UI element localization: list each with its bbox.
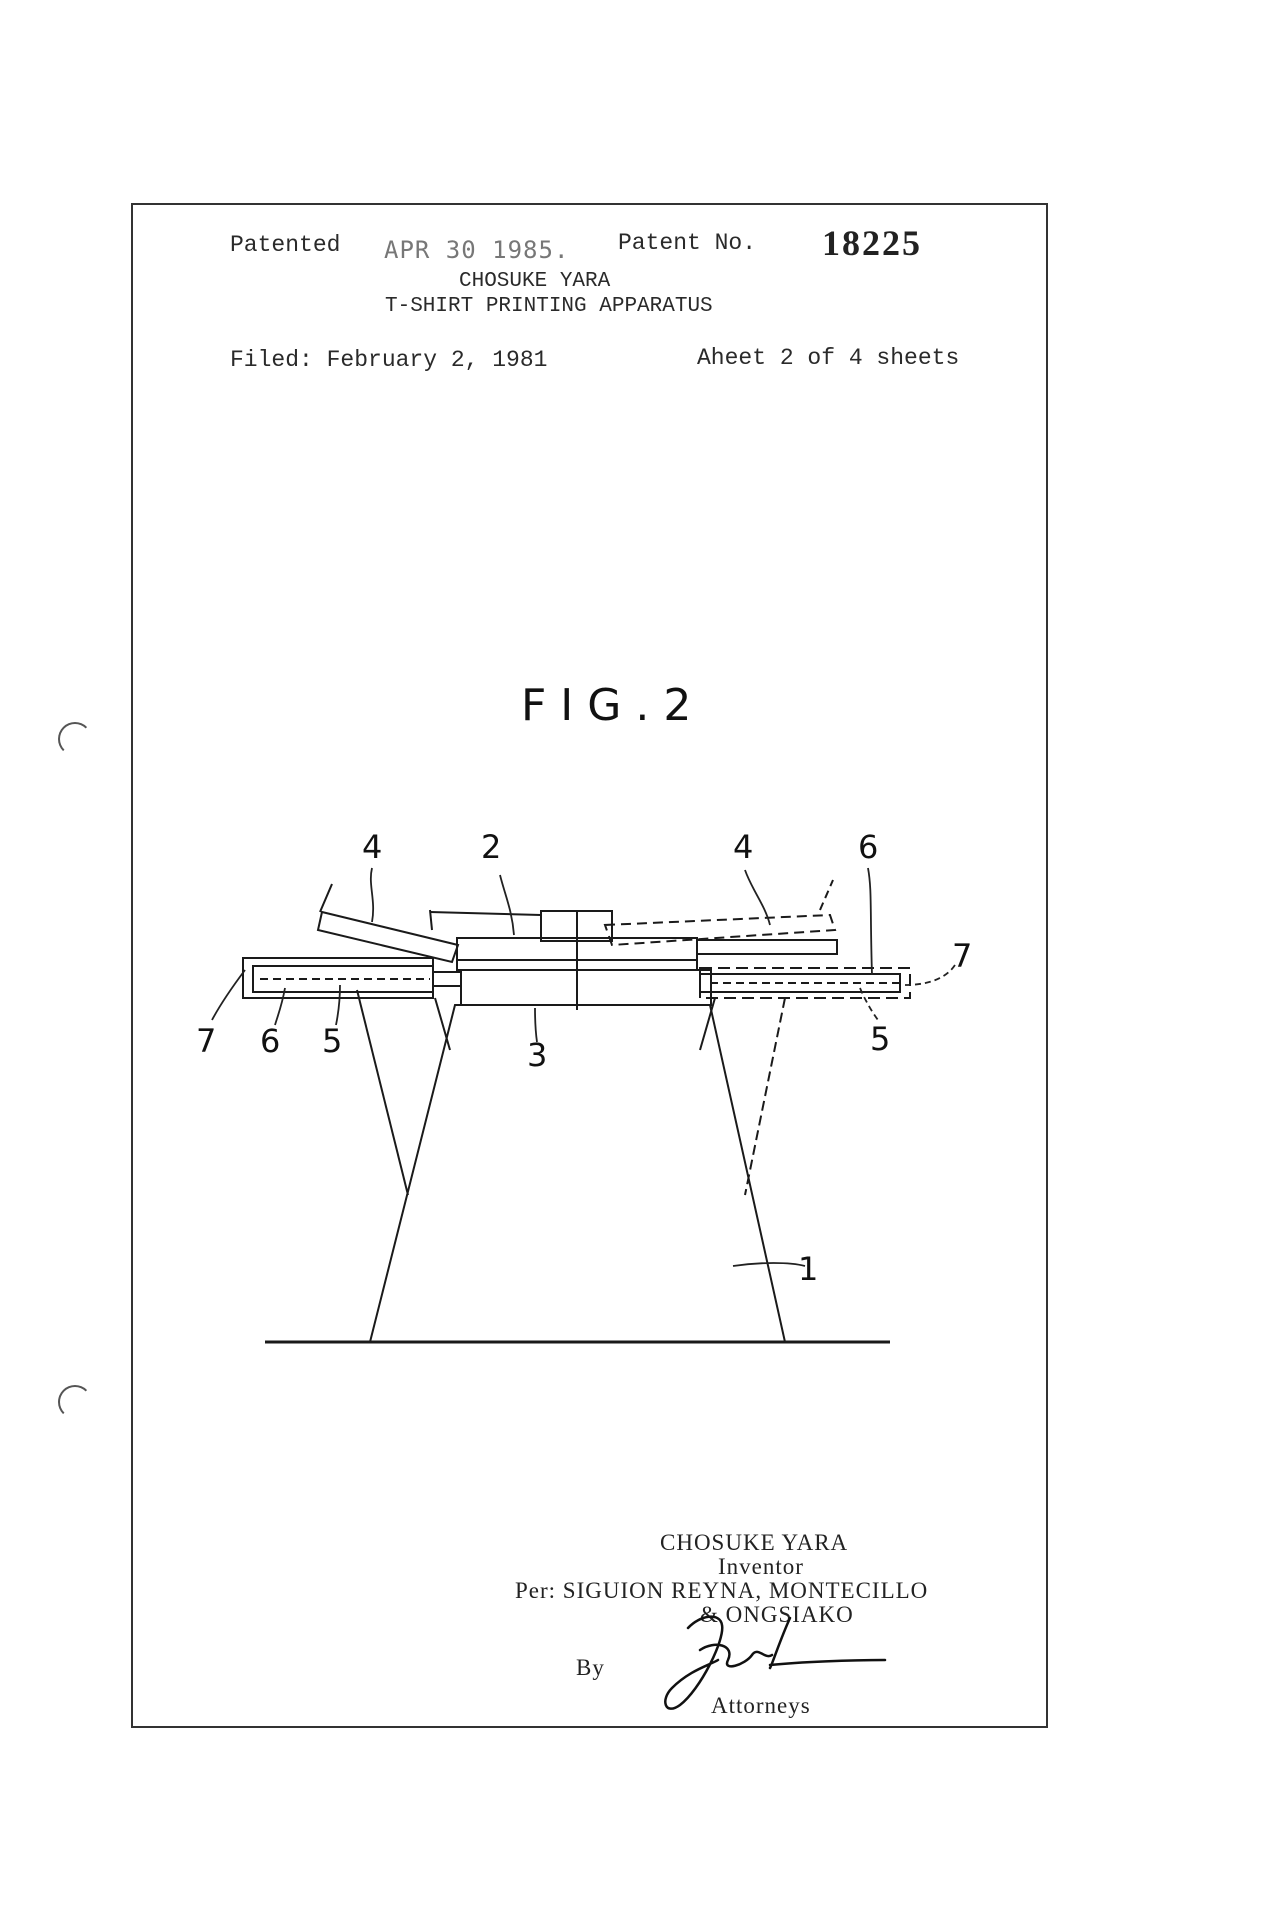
by-label: By <box>576 1655 605 1680</box>
label-4-right: 4 <box>733 828 754 866</box>
inventor-label: Inventor <box>718 1554 804 1579</box>
figure-title: FIG.2 <box>521 680 706 731</box>
label-7-left: 7 <box>196 1022 217 1060</box>
label-5-right: 5 <box>870 1020 891 1058</box>
patent-no-label: Patent No. <box>618 230 757 256</box>
label-7-right: 7 <box>952 937 973 975</box>
label-3: 3 <box>527 1036 548 1074</box>
label-6-left: 6 <box>260 1022 281 1060</box>
label-2: 2 <box>481 828 502 866</box>
inventor-header: CHOSUKE YARA <box>459 270 611 293</box>
patented-date-stamp: APR 30 1985. <box>384 236 570 264</box>
label-6-right: 6 <box>858 828 879 866</box>
patent-number: 18225 <box>822 223 922 263</box>
attorney-firm-line-2: & ONGSIAKO <box>700 1602 854 1627</box>
inventor-name: CHOSUKE YARA <box>660 1530 849 1555</box>
label-5-left: 5 <box>322 1022 343 1060</box>
patent-title: T-SHIRT PRINTING APPARATUS <box>385 295 713 318</box>
attorney-firm-line: Per: SIGUION REYNA, MONTECILLO <box>515 1578 929 1603</box>
label-1: 1 <box>798 1250 819 1288</box>
label-4-left: 4 <box>362 828 383 866</box>
patented-label: Patented <box>230 232 341 258</box>
attorneys-label: Attorneys <box>711 1693 811 1718</box>
sheet-number: Aheet 2 of 4 sheets <box>697 345 960 371</box>
filed-date: Filed: February 2, 1981 <box>230 347 548 373</box>
